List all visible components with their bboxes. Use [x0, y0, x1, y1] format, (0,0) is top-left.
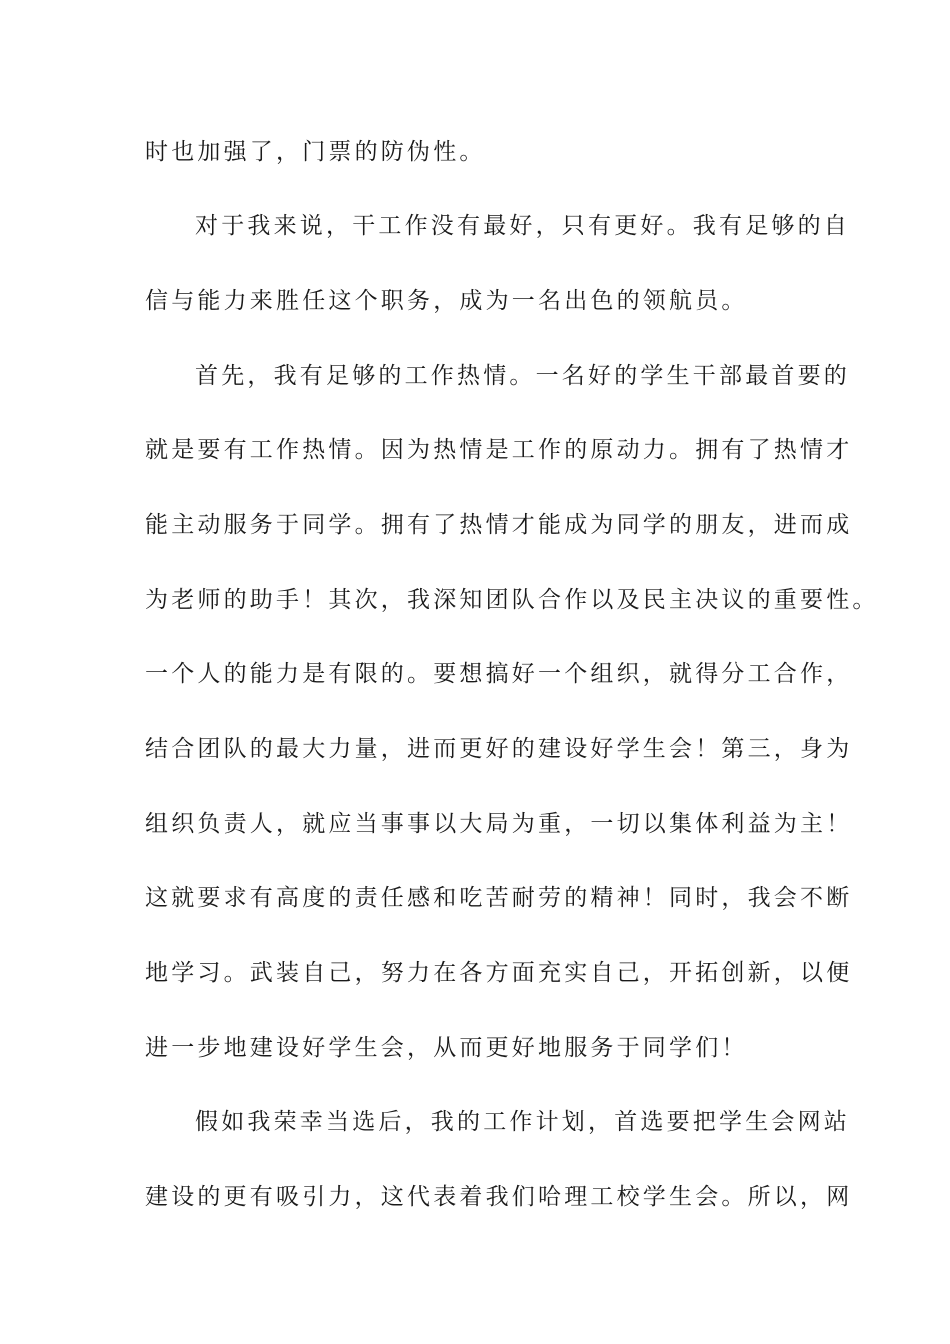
- text-line-1: 时也加强了，门票的防伪性。: [145, 139, 486, 165]
- text-line-13: 进一步地建设好学生会，从而更好地服务于同学们！: [145, 1035, 748, 1061]
- text-line-4: 首先，我有足够的工作热情。一名好的学生干部最首要的: [195, 363, 850, 389]
- text-line-11: 这就要求有高度的责任感和吃苦耐劳的精神！同时，我会不断: [145, 885, 853, 911]
- text-line-2: 对于我来说，干工作没有最好，只有更好。我有足够的自: [195, 213, 850, 239]
- text-line-5: 就是要有工作热情。因为热情是工作的原动力。拥有了热情才: [145, 437, 853, 463]
- text-line-7: 为老师的助手！其次，我深知团队合作以及民主决议的重要性。: [145, 587, 879, 613]
- text-line-6: 能主动服务于同学。拥有了热情才能成为同学的朋友，进而成: [145, 512, 853, 538]
- text-line-10: 组织负责人，就应当事事以大局为重，一切以集体利益为主！: [145, 811, 853, 837]
- text-line-3: 信与能力来胜任这个职务，成为一名出色的领航员。: [145, 288, 748, 314]
- text-line-12: 地学习。武装自己，努力在各方面充实自己，开拓创新，以便: [145, 960, 853, 986]
- text-line-9: 结合团队的最大力量，进而更好的建设好学生会！第三，身为: [145, 736, 853, 762]
- text-line-14: 假如我荣幸当选后，我的工作计划，首选要把学生会网站: [195, 1109, 850, 1135]
- text-line-8: 一个人的能力是有限的。要想搞好一个组织，就得分工合作，: [145, 661, 853, 687]
- text-line-15: 建设的更有吸引力，这代表着我们哈理工校学生会。所以，网: [145, 1184, 853, 1210]
